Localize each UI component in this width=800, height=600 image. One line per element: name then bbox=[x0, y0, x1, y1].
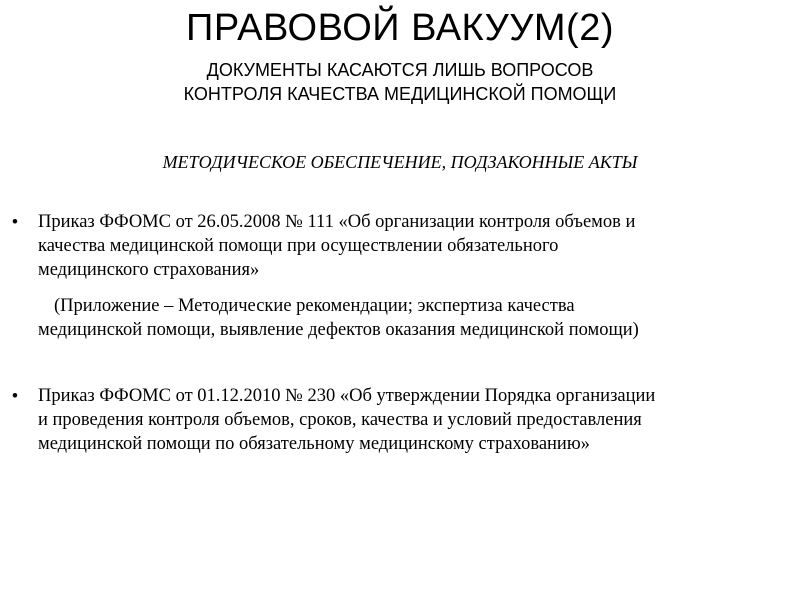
list-item-2-line-3: медицинской помощи по обязательному медицинскому страхованию» bbox=[38, 434, 590, 454]
slide-title: ПРАВОВОЙ ВАКУУМ(2) bbox=[186, 7, 614, 49]
list-item-1 bbox=[38, 210, 788, 282]
subtitle-line-1: ДОКУМЕНТЫ КАСАЮТСЯ ЛИШЬ ВОПРОСОВ bbox=[206, 60, 594, 80]
list-item-1-note-line-1: (Приложение – Методические рекомендации; экспертиза качества bbox=[54, 296, 575, 316]
list-item-1-line-1: Приказ ФФОМС от 26.05.2008 № 111 «Об организации контроля объемов и bbox=[38, 212, 636, 232]
bullet-marker-1: • bbox=[12, 212, 18, 231]
list-item-1-note bbox=[38, 294, 788, 342]
list-item-2 bbox=[38, 384, 788, 456]
subtitle-line-2: КОНТРОЛЯ КАЧЕСТВА МЕДИЦИНСКОЙ ПОМОЩИ bbox=[183, 84, 617, 104]
section-heading: МЕТОДИЧЕСКОЕ ОБЕСПЕЧЕНИЕ, ПОДЗАКОННЫЕ АКТЫ bbox=[162, 152, 638, 172]
list-item-2-line-1: Приказ ФФОМС от 01.12.2010 № 230 «Об утверждении Порядка организации bbox=[38, 386, 656, 406]
list-item-1-line-3: медицинского страхования» bbox=[38, 260, 260, 280]
list-item-2-line-2: и проведения контроля объемов, сроков, качества и условий предоставления bbox=[38, 410, 642, 430]
list-item-1-note-line-2: медицинской помощи, выявление дефектов оказания медицинской помощи) bbox=[38, 320, 639, 340]
list-item-1-line-2: качества медицинской помощи при осуществлении обязательного bbox=[38, 236, 559, 256]
bullet-marker-2: • bbox=[12, 386, 18, 405]
